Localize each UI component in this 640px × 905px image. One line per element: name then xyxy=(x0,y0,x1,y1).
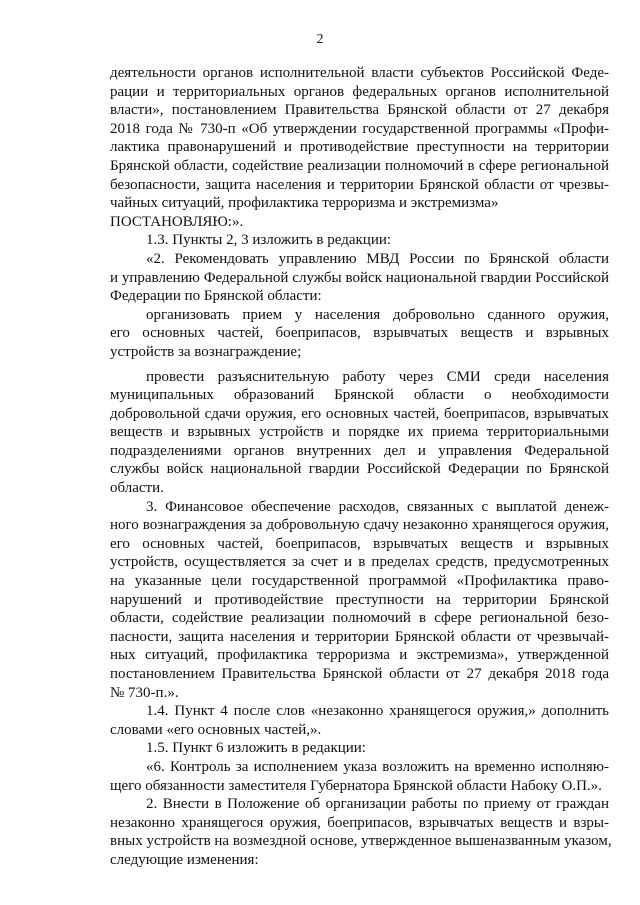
text-line: нарушений и противодействие преступности на территории Брянской xyxy=(110,591,609,608)
text-line: деятельности органов исполнительной власти субъектов Российской Феде- xyxy=(110,65,609,81)
text-line: власти», постановлением Правительства Брянской области от 27 декабря xyxy=(110,102,609,119)
text-line: устройств, осуществляется за счет и в пределах средств, предусмотренных xyxy=(110,554,609,571)
text-line: ПОСТАНОВЛЯЮ:». xyxy=(110,213,244,230)
page-number: 2 xyxy=(316,32,324,47)
text-line: вных устройств на возмездной основе, утвержденное вышеназванным указом, xyxy=(110,833,612,850)
text-line: службы войск национальной гвардии Российской Федерации по Брянской xyxy=(110,461,609,478)
text-line: Брянской области, содействие реализации полномочий в сфере региональной xyxy=(110,157,609,174)
text-line: щего обязанности заместителя Губернатора Брянской области Набоку О.П.». xyxy=(110,777,602,794)
text-line: безопасности, защита населения и территории Брянской области от чрезвы- xyxy=(110,176,609,193)
text-line: рации и территориальных органов федеральных органов исполнительной xyxy=(110,83,609,100)
text-line: 2. Внести в Положение об организации работы по приему от граждан xyxy=(146,796,609,813)
text-line: муниципальных образований Брянской области о необходимости xyxy=(110,387,609,404)
text-line: и управлению Федеральной службы войск национальной гвардии Российской xyxy=(110,269,609,286)
text-line: добровольной сдачи оружия, его основных частей, боеприпасов, взрывчатых xyxy=(110,405,609,422)
text-line: устройств за вознаграждение; xyxy=(110,343,302,360)
text-line: веществ и взрывных устройств и порядке их приема территориальными xyxy=(110,424,609,441)
text-line: «6. Контроль за исполнением указа возложить на временно исполняю- xyxy=(146,758,609,775)
text-line: 2018 года № 730-п «Об утверждении государственной программы «Профи- xyxy=(110,120,609,137)
text-line: 1.4. Пункт 4 после слов «незаконно хранящегося оружия,» дополнить xyxy=(146,703,609,720)
text-line: «2. Рекомендовать управлению МВД России по Брянской области xyxy=(146,250,609,267)
text-line: ных ситуаций, профилактика терроризма и экстремизма», утвержденной xyxy=(110,647,609,664)
text-line: чайных ситуаций, профилактика терроризма и экстремизма» xyxy=(110,195,499,212)
text-line: ного вознаграждения за добровольную сдачу незаконно хранящегося оружия, xyxy=(110,517,609,534)
text-line: пасности, защита населения и территории Брянской области от чрезвычай- xyxy=(110,628,609,645)
text-line: лактика правонарушений и противодействие преступности на территории xyxy=(110,139,609,156)
text-line: № 730-п.». xyxy=(110,684,179,701)
text-line: Федерации по Брянской области: xyxy=(110,288,322,305)
text-line: 1.3. Пункты 2, 3 изложить в редакции: xyxy=(146,232,392,249)
text-line: подразделениями органов внутренних дел и управления Федеральной xyxy=(110,442,609,459)
text-line: постановлением Правительства Брянской области от 27 декабря 2018 года xyxy=(110,666,609,682)
text-line: области. xyxy=(110,480,164,497)
text-line: 3. Финансовое обеспечение расходов, связанных с выплатой денеж- xyxy=(146,498,609,515)
text-line: 1.5. Пункт 6 изложить в редакции: xyxy=(146,740,366,757)
document-body xyxy=(110,64,612,870)
text-line: словами «его основных частей,». xyxy=(110,721,322,738)
text-line: его основных частей, боеприпасов, взрывчатых веществ и взрывных xyxy=(110,325,609,342)
text-line: области, содействие реализации полномочий в сфере региональной безо- xyxy=(110,610,609,627)
text-line: провести разъяснительную работу через СМИ среди населения xyxy=(146,368,609,385)
text-line: его основных частей, боеприпасов, взрывчатых веществ и взрывных xyxy=(110,535,609,552)
text-line: организовать прием у населения добровольно сданного оружия, xyxy=(146,306,609,323)
text-line: следующие изменения: xyxy=(110,851,259,868)
text-line: на указанные цели государственной программой «Профилактика право- xyxy=(110,573,609,590)
text-line: незаконно хранящегося оружия, боеприпасов, взрывчатых веществ и взры- xyxy=(110,814,609,831)
